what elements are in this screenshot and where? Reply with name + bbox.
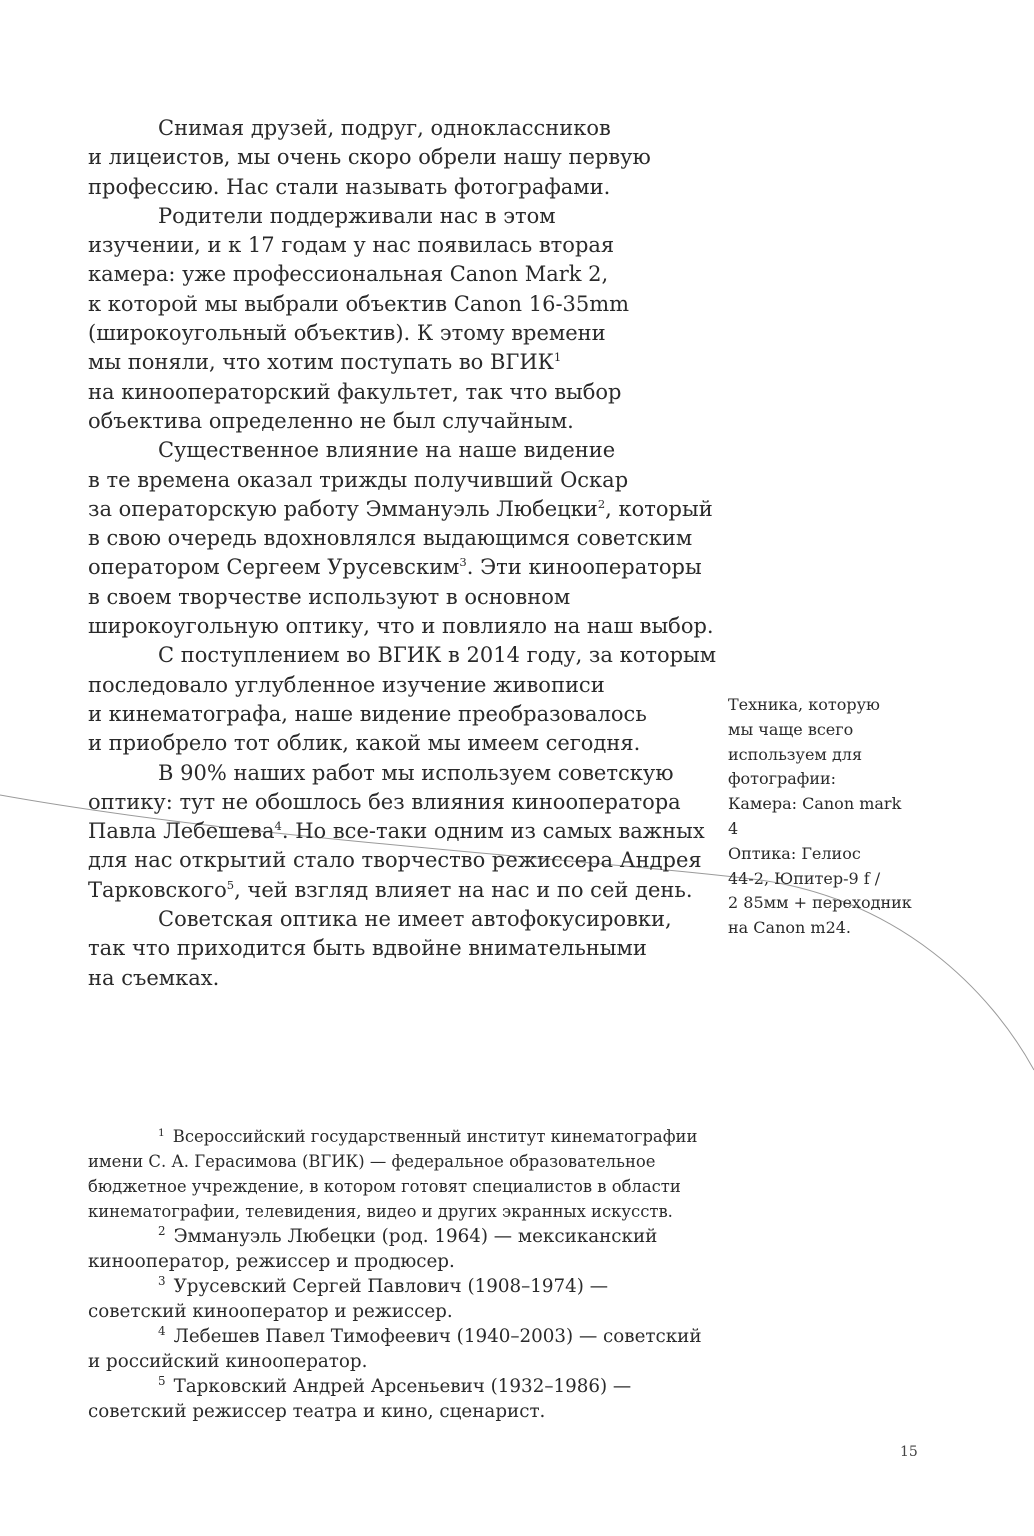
body-line (88, 407, 708, 436)
body-text: , чей взгляд влияет на нас и по сей день. (234, 877, 693, 902)
body-text: Павла Лебешева (88, 819, 275, 844)
body-line (88, 964, 708, 993)
body-text: В 90% наших работ мы используем советскую (158, 760, 674, 785)
footnote-text: Урусевский Сергей Павлович (1908–1974) — (173, 1276, 609, 1297)
footnote-text: и российский кинооператор. (88, 1351, 368, 1372)
body-line (88, 173, 708, 202)
body-text: . Эти кинооператоры (466, 555, 702, 580)
footnote-line (88, 1349, 728, 1374)
sidenote-equipment (728, 693, 928, 941)
body-line (88, 553, 708, 582)
sidenote-line: 44-2, Юпитер-9 f / (728, 868, 881, 888)
sidenote-line: мы чаще всего (728, 719, 854, 739)
sidenote-line: Оптика: Гелиос (728, 843, 861, 863)
body-text: Снимая друзей, подруг, одноклассников (158, 116, 611, 140)
body-text: мы поняли, что хотим поступать во ВГИК (88, 350, 554, 375)
body-text: Существенное влияние на наше видение (158, 438, 616, 463)
footnote-line (88, 1374, 728, 1399)
body-text: Тарковского (88, 877, 227, 902)
body-line (88, 788, 708, 817)
body-text: и приобрело тот облик, какой мы имеем сегодня. (88, 731, 641, 756)
sidenote-line: используем для (728, 744, 863, 764)
body-line (88, 436, 708, 465)
body-line (88, 700, 708, 729)
body-line (88, 290, 708, 319)
body-text: и лицеистов, мы очень скоро обрели нашу первую (88, 145, 651, 170)
body-text: в своем творчестве используют в основном (88, 584, 571, 609)
page-number: 15 (900, 1444, 918, 1460)
footnote-text: советский кинооператор и режиссер. (88, 1301, 453, 1322)
footnote-number: 2 (158, 1224, 166, 1239)
footnote-ref: 3 (459, 555, 467, 570)
footnote-line (88, 1174, 728, 1199)
footnote-number: 3 (158, 1274, 166, 1289)
footnote-number: 5 (158, 1374, 166, 1389)
body-line (88, 817, 708, 846)
body-text: последовало углубленное изучение живописи (88, 672, 605, 697)
footnote-text: кинематографии, телевидения, видео и других экранных искусств. (88, 1202, 673, 1221)
body-text: , который (605, 496, 713, 521)
body-line (88, 495, 713, 524)
body-text: С поступлением во ВГИК в 2014 году, за которым (158, 643, 717, 668)
body-line (88, 143, 708, 172)
body-text: за операторскую работу Эммануэль Любецки (88, 496, 598, 521)
body-line (88, 759, 708, 788)
footnote-ref: 5 (226, 877, 235, 892)
footnote-text: кинооператор, режиссер и продюсер. (88, 1251, 455, 1272)
body-text: так что приходится быть вдвойне внимательными (88, 936, 647, 961)
body-line (88, 583, 708, 612)
body-text: Родители поддерживали нас в этом (158, 203, 556, 228)
body-line (88, 671, 708, 700)
footnote-ref: 2 (597, 496, 606, 511)
footnote-number: 4 (158, 1324, 166, 1339)
sidenote-line: 2 85мм + переходник (728, 893, 912, 913)
footnote-line (88, 1324, 728, 1349)
body-text: камера: уже профессиональная Canon Mark 2, (88, 262, 609, 287)
footnote-text: Эммануэль Любецки (род. 1964) — мексиканский (173, 1226, 658, 1247)
body-text: объектива определенно не был случайным. (88, 408, 574, 433)
footnote-line (88, 1224, 728, 1249)
body-text: на кинооператорский факультет, так что выбор (88, 379, 622, 404)
body-line (88, 934, 708, 963)
body-line (88, 846, 708, 875)
sidenote-line: фотографии: (728, 769, 837, 789)
footnote-text: Лебешев Павел Тимофеевич (1940–2003) — советский (173, 1326, 702, 1347)
sidenote-line: Техника, которую (728, 695, 880, 714)
footnote-line (88, 1274, 728, 1299)
footnote-number: 1 (158, 1126, 165, 1140)
footnote-text: бюджетное учреждение, в котором готовят специалистов в области (88, 1177, 681, 1196)
footnote-ref: 4 (274, 819, 282, 834)
body-text: в свою очередь вдохновлялся выдающимся советским (88, 526, 693, 551)
body-line (88, 319, 708, 348)
body-text: для нас открытий стало творчество режиссера Андрея (88, 848, 702, 873)
body-line (88, 612, 714, 641)
footnote-line (88, 1249, 728, 1274)
body-text: оператором Сергеем Урусевским (88, 555, 460, 580)
body-text: на съемках. (88, 965, 220, 990)
footnote-text: Тарковский Андрей Арсеньевич (1932–1986) — (173, 1376, 632, 1397)
footnotes (88, 1124, 728, 1424)
body-text: Советская оптика не имеет автофокусировки, (158, 907, 672, 932)
body-text: оптику: тут не обошлось без влияния кинооператора (88, 789, 681, 814)
sidenote-line: Камера: Canon mark (728, 794, 902, 814)
body-line (88, 114, 708, 143)
sidenote-line: на Canon m24. (728, 918, 852, 938)
footnote-text: советский режиссер театра и кино, сценарист. (88, 1401, 546, 1422)
body-line (88, 466, 708, 495)
body-line (88, 905, 708, 934)
body-line (88, 231, 708, 260)
footnote-line (88, 1149, 728, 1174)
body-line (88, 729, 708, 758)
body-line (88, 348, 708, 377)
body-text: (широкоугольный объектив). К этому времени (88, 321, 606, 346)
footnote-text: имени С. А. Герасимова (ВГИК) — федеральное образовательное (88, 1152, 656, 1171)
body-text: профессию. Нас стали называть фотографами. (88, 174, 611, 199)
footnote-ref: 1 (553, 350, 562, 365)
body-line (88, 641, 717, 670)
body-text: . Но все-таки одним из самых важных (281, 819, 705, 844)
body-line (88, 202, 708, 231)
footnote-line (88, 1299, 728, 1324)
footnote-line (88, 1399, 728, 1424)
body-text: изучении, и к 17 годам у нас появилась вторая (88, 233, 615, 258)
body-line (88, 876, 708, 905)
body-text: к которой мы выбрали объектив Canon 16-35mm (88, 291, 630, 316)
footnote-line (88, 1199, 728, 1224)
body-text: в те времена оказал трижды получивший Оскар (88, 467, 629, 492)
sidenote-line: 4 (728, 818, 739, 838)
body-text: и кинематографа, наше видение преобразовалось (88, 701, 647, 726)
main-text-column (88, 114, 717, 993)
body-line (88, 260, 708, 289)
footnote-text: Всероссийский государственный институт кинематографии (172, 1127, 698, 1146)
body-text: широкоугольную оптику, что и повлияло на наш выбор. (88, 614, 714, 639)
footnote-line (88, 1124, 728, 1149)
body-line (88, 524, 708, 553)
body-line (88, 378, 708, 407)
